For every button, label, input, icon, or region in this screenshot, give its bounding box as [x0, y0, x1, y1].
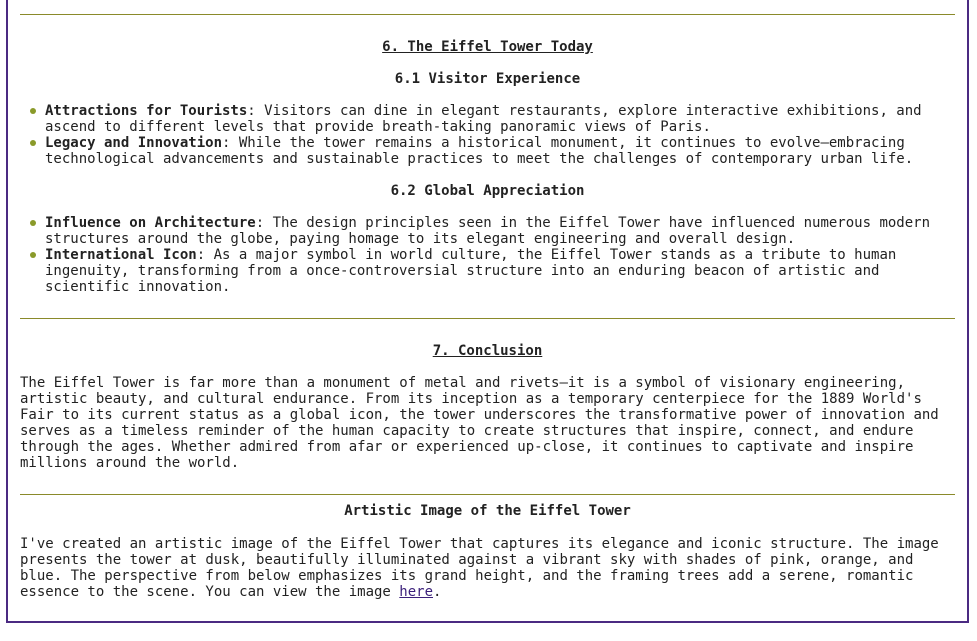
artistic-heading: Artistic Image of the Eiffel Tower	[344, 503, 631, 519]
section-heading-conclusion: 7. Conclusion	[432, 343, 543, 359]
artistic-text: I've created an artistic image of the Eiffel Tower that captures its elegance and iconic structure. The image presents the tower at dusk, beautifully illuminated against a vibrant sky with shades of pink, orange, and blue. The perspective from below emphasizes its grand height, and the framing trees add a serene, romantic essence to the scene. You can view the image	[20, 536, 939, 600]
section-heading-today: 6. The Eiffel Tower Today	[382, 39, 593, 55]
global-list	[20, 215, 955, 295]
document-frame	[6, 0, 969, 623]
subsection-heading-global: 6.2 Global Appreciation	[390, 183, 585, 199]
artistic-paragraph	[20, 536, 955, 600]
list-item	[45, 247, 955, 295]
visitor-list	[20, 103, 955, 167]
list-item-term: International Icon	[45, 247, 197, 263]
list-item-term: Legacy and Innovation	[45, 135, 223, 151]
list-item-text: : The design principles seen in the Eiffel Tower have influenced numerous modern structures around the globe, paying homage to its elegant engineering and overall design.	[45, 215, 931, 247]
divider	[20, 318, 955, 319]
list-item-text: : Visitors can dine in elegant restaurants, explore interactive exhibitions, and ascend to different levels that provide breath-taking panoramic views of Paris.	[45, 103, 922, 135]
divider	[20, 14, 955, 15]
list-item	[45, 215, 955, 247]
list-item	[45, 103, 955, 135]
list-item-text: : While the tower remains a historical monument, it continues to evolve—embracing technological advancements and sustainable practices to meet the challenges of contemporary urban life.	[45, 135, 914, 167]
image-link[interactable]: here	[399, 584, 434, 600]
artistic-trailing: .	[433, 584, 442, 600]
subsection-heading-visitor: 6.1 Visitor Experience	[394, 71, 581, 87]
list-item-term: Attractions for Tourists	[45, 103, 248, 119]
conclusion-paragraph: The Eiffel Tower is far more than a monument of metal and rivets—it is a symbol of visionary engineering, artistic beauty, and cultural endurance. From its inception as a temporary centerpiece for the 1889 World's Fair to its current status as a global icon, the tower underscores the transformative power of innovation and serves as a timeless reminder of the human capacity to create structures that inspire, connect, and endure through the ages. Whether admired from afar or experienced up-close, it continues to captivate and inspire millions around the world.	[20, 375, 939, 471]
list-item-term: Influence on Architecture	[45, 215, 256, 231]
divider	[20, 494, 955, 495]
list-item-text: : As a major symbol in world culture, the Eiffel Tower stands as a tribute to human ingenuity, transforming from a once-controversial structure into an enduring beacon of artistic and scientific innovation.	[45, 247, 897, 295]
list-item	[45, 135, 955, 167]
